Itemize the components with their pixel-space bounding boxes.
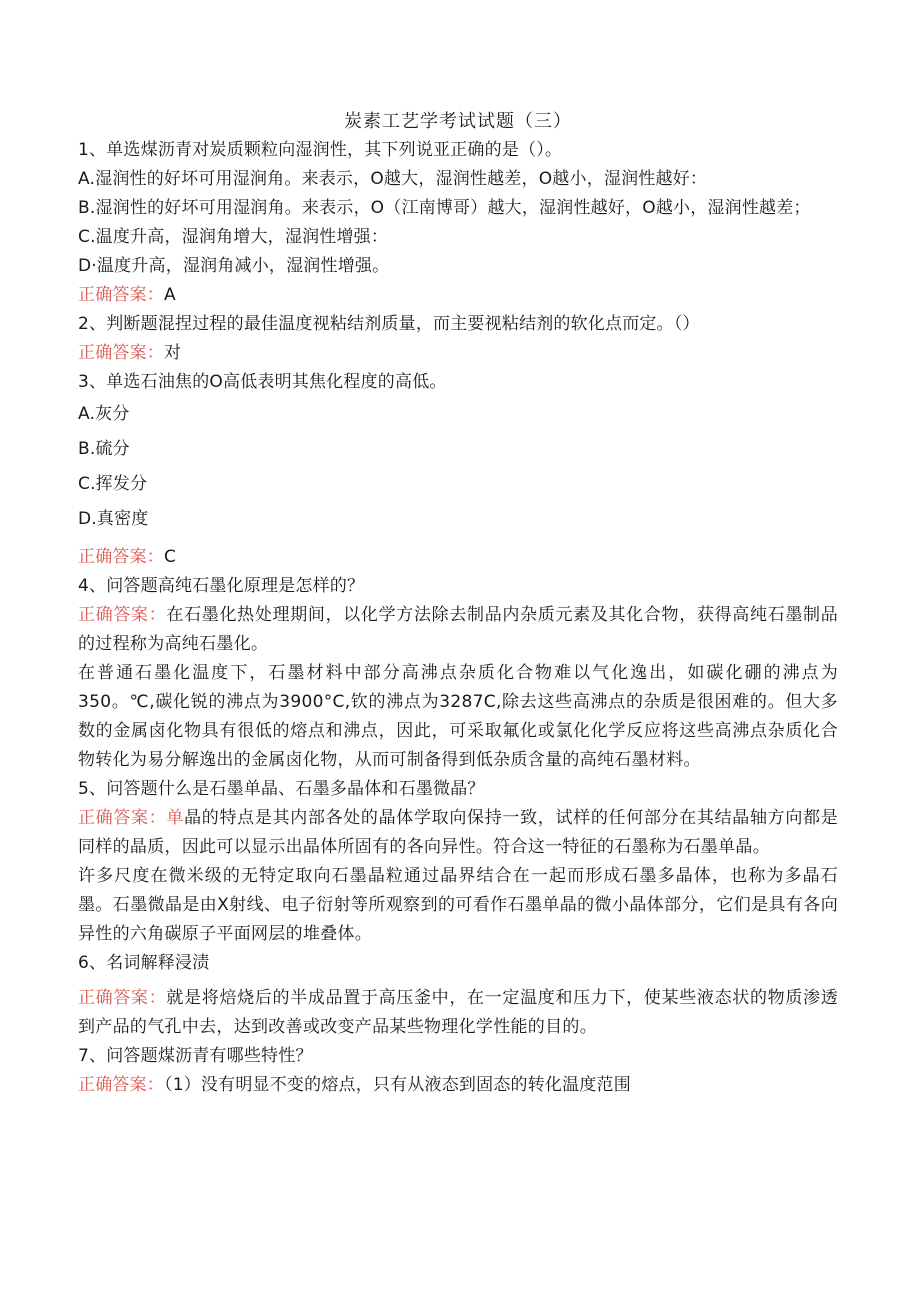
answer-line — [78, 543, 838, 572]
answer-line — [78, 281, 838, 310]
question-4 — [78, 572, 838, 775]
answer-label: 正确答案： — [78, 988, 167, 1008]
answer-label: 正确答案： — [78, 343, 164, 363]
answer-extra-paragraph: 在普通石墨化温度下，石墨材料中部分高沸点杂质化合物难以气化逸出，如碳化硼的沸点为350。℃,碳化锐的沸点为3900°C,钦的沸点为3287C,除去这些高沸点的杂质是很困难的。但大多数的金属卤化物具有很低的熔点和沸点，因此，可采取氟化或氯化化学反应将这些高沸点杂质化合物转化为易分解逸出的金属卤化物，从而可制备得到低杂质含量的高纯石墨材料。 — [78, 663, 838, 770]
question-stem: 1、单选煤沥青对炭质颗粒向湿润性，其下列说亚正确的是（）。 — [78, 140, 563, 160]
question-3 — [78, 368, 838, 572]
answer-value: 晶的特点是其内部各处的晶体学取向保持一致，试样的任何部分在其结晶轴方向都是同样的晶质，因此可以显示出晶体所固有的各向异性。符合这一特征的石墨称为石墨单晶。 — [78, 808, 838, 857]
option-d: D·温度升高，湿润角减小，湿润性增强。 — [78, 256, 390, 276]
question-stem: 6、名词解释浸渍 — [78, 953, 210, 973]
question-stem: 7、问答题煤沥青有哪些特性？ — [78, 1046, 313, 1066]
answer-paragraph — [78, 984, 838, 1042]
question-5 — [78, 775, 838, 949]
option-d: D.真密度 — [78, 509, 149, 529]
question-2 — [78, 310, 838, 368]
answer-label: 正确答案： — [78, 285, 164, 305]
option-c: C.挥发分 — [78, 474, 148, 494]
answer-label: 正确答案： — [78, 605, 167, 625]
answer-value: （1）没有明显不变的熔点，只有从液态到固态的转化温度范围 — [164, 1075, 631, 1095]
option-b: B.湿润性的好坏可用湿润角。来表示，O（江南博哥）越大，湿润性越好，O越小，湿润性越差； — [78, 198, 811, 218]
answer-value: 就是将焙烧后的半成品置于高压釜中，在一定温度和压力下，使某些液态状的物质渗透到产品的气孔中去，达到改善或改变产品某些物理化学性能的目的。 — [78, 988, 838, 1037]
question-stem: 2、判断题混捏过程的最佳温度视粘结剂质量，而主要视粘结剂的软化点而定。（） — [78, 314, 700, 334]
document-title: 炭素工艺学考试试题（三） — [344, 111, 572, 132]
answer-value: 在石墨化热处理期间，以化学方法除去制品内杂质元素及其化合物，获得高纯石墨制品的过程称为高纯石墨化。 — [78, 605, 838, 654]
answer-value: 对 — [164, 343, 182, 363]
answer-label: 正确答案： — [78, 1075, 164, 1095]
option-a: A.灰分 — [78, 404, 130, 424]
option-a: A.湿润性的好坏可用湿涧角。来表示，O越大，湿润性越差，O越小，湿润性越好： — [78, 169, 708, 189]
question-stem: 5、问答题什么是石墨单晶、石墨多晶体和石墨微晶？ — [78, 779, 485, 799]
question-stem: 4、问答题高纯石墨化原理是怎样的？ — [78, 576, 365, 596]
answer-value: C — [164, 547, 177, 567]
answer-extra-paragraph: 许多尺度在微米级的无特定取向石墨晶粒通过晶界结合在一起而形成石墨多晶体，也称为多晶石墨。石墨微晶是由X射线、电子衍射等所观察到的可看作石墨单晶的微小晶体部分，它们是具有各向异性的六角碳原子平面网层的堆叠体。 — [78, 866, 838, 944]
answer-paragraph — [78, 601, 838, 659]
question-1 — [78, 136, 838, 310]
answer-paragraph — [78, 804, 838, 862]
document-page — [78, 108, 838, 1100]
answer-label: 正确答案：单 — [78, 808, 185, 828]
question-stem: 3、单选石油焦的O高低表明其焦化程度的高低。 — [78, 372, 447, 392]
answer-line — [78, 339, 838, 368]
answer-line — [78, 1071, 838, 1100]
question-7 — [78, 1042, 838, 1100]
option-b: B.硫分 — [78, 439, 130, 459]
question-6 — [78, 949, 838, 1042]
option-c: C.温度升高，湿润角增大，湿润性增强： — [78, 227, 389, 247]
answer-value: A — [164, 285, 176, 305]
answer-label: 正确答案： — [78, 547, 164, 567]
